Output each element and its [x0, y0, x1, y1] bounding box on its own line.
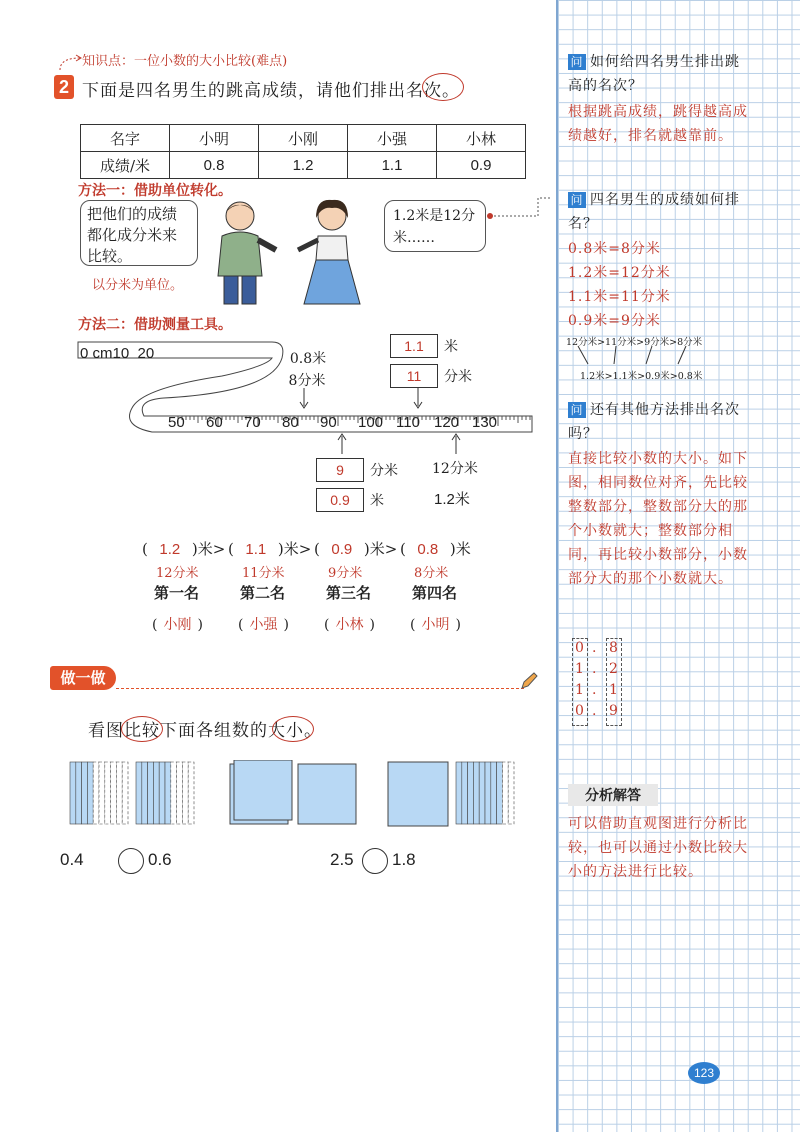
ranking-item: ( 1.2 )米> [142, 540, 226, 558]
tape-tick-label: 60 [206, 414, 223, 431]
compare-circle-right[interactable] [362, 848, 388, 874]
ranking-value: 0.9 [331, 541, 353, 558]
knowledge-point: 知识点：一位小数的大小比较(难点) [82, 54, 288, 69]
ranking-dm: 11分米 [242, 566, 285, 581]
compare-arrows [566, 344, 716, 368]
table-header-cell: 小明 [170, 125, 259, 152]
table-header-cell: 名字 [81, 125, 170, 152]
answer-box-9: 9 [316, 458, 364, 482]
strip-column [142, 762, 148, 824]
digit-cell: 9 [609, 703, 618, 719]
ranking-place: 第三名 [326, 584, 372, 602]
label-0.8m: 0.8米 [289, 351, 327, 367]
ranking-place: 第二名 [240, 584, 286, 602]
analysis-text: 可以借助直观图进行分析比较，也可以通过小数比较大小的方法进行比较。 [568, 816, 748, 880]
speech-bubble-girl: 1.2米是12分米…… [384, 200, 486, 252]
ranking-unit: 米 [455, 540, 471, 558]
table-cell: 1.2 [259, 152, 348, 179]
unit-m: 米 [370, 493, 384, 509]
arrow-up-icon [450, 432, 462, 454]
answer-2-line-3: 1.1米=11分米 [568, 289, 671, 305]
arrow-down-icon [412, 388, 424, 410]
tape-tick-label: 50 [168, 414, 185, 431]
answer-2-line-4: 0.9米=9分米 [568, 313, 661, 329]
question-badge: 问 [568, 192, 586, 208]
digit-cell: 1 [609, 682, 618, 698]
strip-column [171, 762, 177, 824]
speech-bubble-boy: 把他们的成绩都化成分米来比较。 [80, 200, 198, 266]
strip-column [93, 762, 99, 824]
ranking-place: 第四名 [412, 584, 458, 602]
strip-column [136, 762, 142, 824]
strip-column [76, 762, 82, 824]
ranking-name: ( 小刚 ) [152, 614, 203, 634]
strip-column [456, 762, 462, 824]
ranking-item: ( 1.1 )米> [228, 540, 312, 558]
digit-cell: 1 [575, 661, 584, 677]
digit-cell: 0 [575, 703, 584, 719]
question-2 [568, 188, 748, 236]
ranking-name-text: 小刚 [163, 617, 192, 633]
digit-cell: . [592, 682, 597, 698]
girl-illustration [290, 196, 370, 308]
table-row-label: 成绩/米 [81, 152, 170, 179]
question-3-text: 还有其他方法排出名次吗？ [568, 402, 740, 442]
answer-3: 直接比较小数的大小。如下图，相同数位对齐，先比较整数部分，整数部分大的那个小数就大；整数部分相同，再比较小数部分，小数部分大的那个小数就大。 [568, 451, 748, 587]
circle-mark [272, 716, 314, 742]
practice-instruction: 看图比较下面各组数的大小。 [88, 721, 322, 741]
analysis-title: 分析解答 [568, 784, 658, 806]
digit-cell: . [592, 640, 597, 656]
arrow-up-icon [336, 432, 348, 454]
boy-illustration [204, 196, 284, 308]
ranking-item: ( 0.9 )米> [314, 540, 398, 558]
right-number-b: 1.8 [392, 850, 416, 869]
strip-column [70, 762, 76, 824]
strip-column [502, 762, 508, 824]
ranking-item: ( 0.8 )米 [400, 540, 471, 558]
compare-dm: 12分米>11分米>9分米>8分米 [566, 337, 703, 348]
unit-dm: 分米 [444, 369, 472, 385]
strip-column [82, 762, 88, 824]
tape-tick-label: 70 [244, 414, 261, 431]
knowledge-arrow [56, 52, 86, 72]
strip-column [116, 762, 122, 824]
unit-dm: 分米 [370, 463, 398, 479]
table-cell: 1.1 [348, 152, 437, 179]
question-1-text: 如何给四名男生排出跳高的名次？ [568, 54, 740, 94]
table-row [81, 152, 526, 179]
tape-tick-label: 110 [396, 414, 420, 431]
circle-mark [422, 73, 464, 101]
strip-column [148, 762, 154, 824]
digit-cell: . [592, 703, 597, 719]
strip-column [105, 762, 111, 824]
label-1.2m: 1.2米 [434, 491, 470, 508]
table-header-cell: 小刚 [259, 125, 348, 152]
ranking-dm: 9分米 [328, 566, 363, 581]
strip-column [177, 762, 183, 824]
ranking-value: 0.8 [417, 541, 439, 558]
ranking-name-text: 小强 [249, 617, 278, 633]
tape-tick-label: 80 [282, 414, 299, 431]
arrow-down-icon [298, 388, 310, 410]
tape-start-label: 0 cm10 20 [80, 345, 155, 362]
question-badge: 问 [568, 54, 586, 70]
page-number: 123 [688, 1062, 720, 1084]
answer-1: 根据跳高成绩，跳得越高成绩越好，排名就越靠前。 [568, 104, 748, 144]
ranking-name: ( 小林 ) [324, 614, 375, 634]
table-cell: 0.9 [437, 152, 526, 179]
method-2-title: 方法二：借助测量工具。 [78, 317, 232, 333]
table-header-row [81, 125, 526, 152]
strip-column [182, 762, 188, 824]
strip-column [491, 762, 497, 824]
table-header-cell: 小林 [437, 125, 526, 152]
answer-2-line-1: 0.8米=8分米 [568, 241, 661, 257]
strip-column [485, 762, 491, 824]
ranking-name: ( 小强 ) [238, 614, 289, 634]
tape-tick-label: 120 [434, 414, 460, 431]
method-1-title: 方法一：借助单位转化。 [78, 183, 232, 199]
ranking-value: 1.2 [159, 541, 181, 558]
compare-m: 1.2米>1.1米>0.9米>0.8米 [580, 371, 703, 382]
strip-column [87, 762, 93, 824]
tape-tick-label: 100 [358, 414, 384, 431]
strip-column [165, 762, 171, 824]
ranking-dm: 8分米 [414, 566, 449, 581]
ranking-dm: 12分米 [156, 566, 199, 581]
ranking-name-text: 小林 [335, 617, 364, 633]
unit-m: 米 [444, 339, 458, 355]
tape-tick-label: 90 [320, 414, 337, 431]
answer-box-11: 11 [390, 364, 438, 388]
left-number-b: 0.6 [148, 850, 172, 869]
practice-tag: 做一做 [50, 666, 116, 690]
strip-column [479, 762, 485, 824]
strip-column [153, 762, 159, 824]
strip-column [473, 762, 479, 824]
ranking-unit: 米 [283, 540, 299, 558]
digit-cell: 0 [575, 640, 584, 656]
strip-column [497, 762, 503, 824]
practice-divider [116, 688, 524, 689]
ranking-unit: 米 [369, 540, 385, 558]
question-badge: 问 [568, 402, 586, 418]
pointer-line [486, 192, 558, 222]
strip-column [111, 762, 117, 824]
digit-cell: 1 [575, 682, 584, 698]
answer-box-1.1: 1.1 [390, 334, 438, 358]
ranking-value: 1.1 [245, 541, 267, 558]
label-12dm: 12分米 [432, 461, 478, 477]
left-number-a: 0.4 [60, 850, 84, 869]
tape-tick-label: 130 [472, 414, 498, 431]
sidebar-divider [556, 0, 558, 1132]
question-3 [568, 398, 748, 446]
digit-cell: 2 [609, 661, 618, 677]
ranking-unit: 米 [197, 540, 213, 558]
problem-number: 2 [54, 75, 74, 99]
answer-box-0.9: 0.9 [316, 488, 364, 512]
comparison-figures [68, 760, 528, 830]
unit-note: 以分米为单位。 [92, 278, 184, 293]
strip-column [462, 762, 468, 824]
question-1 [568, 50, 748, 98]
strip-column [122, 762, 128, 824]
strip-column [468, 762, 474, 824]
digit-cell: 8 [609, 640, 618, 656]
table-cell: 0.8 [170, 152, 259, 179]
strip-column [99, 762, 105, 824]
ranking-place: 第一名 [154, 584, 200, 602]
question-2-text: 四名男生的成绩如何排名？ [568, 192, 740, 232]
digit-cell: . [592, 661, 597, 677]
pencil-icon [520, 672, 538, 690]
circle-mark [121, 716, 163, 742]
problem-text: 下面是四名男生的跳高成绩，请他们排出名次。 [82, 81, 460, 101]
strip-column [159, 762, 165, 824]
right-number-a: 2.5 [330, 850, 354, 869]
strip-column [188, 762, 194, 824]
ranking-name-text: 小明 [421, 617, 450, 633]
compare-circle-left[interactable] [118, 848, 144, 874]
table-header-cell: 小强 [348, 125, 437, 152]
answer-2-line-2: 1.2米=12分米 [568, 265, 671, 281]
ranking-name: ( 小明 ) [410, 614, 461, 634]
label-8dm: 8分米 [288, 373, 326, 389]
score-table [80, 124, 526, 179]
strip-column [508, 762, 514, 824]
